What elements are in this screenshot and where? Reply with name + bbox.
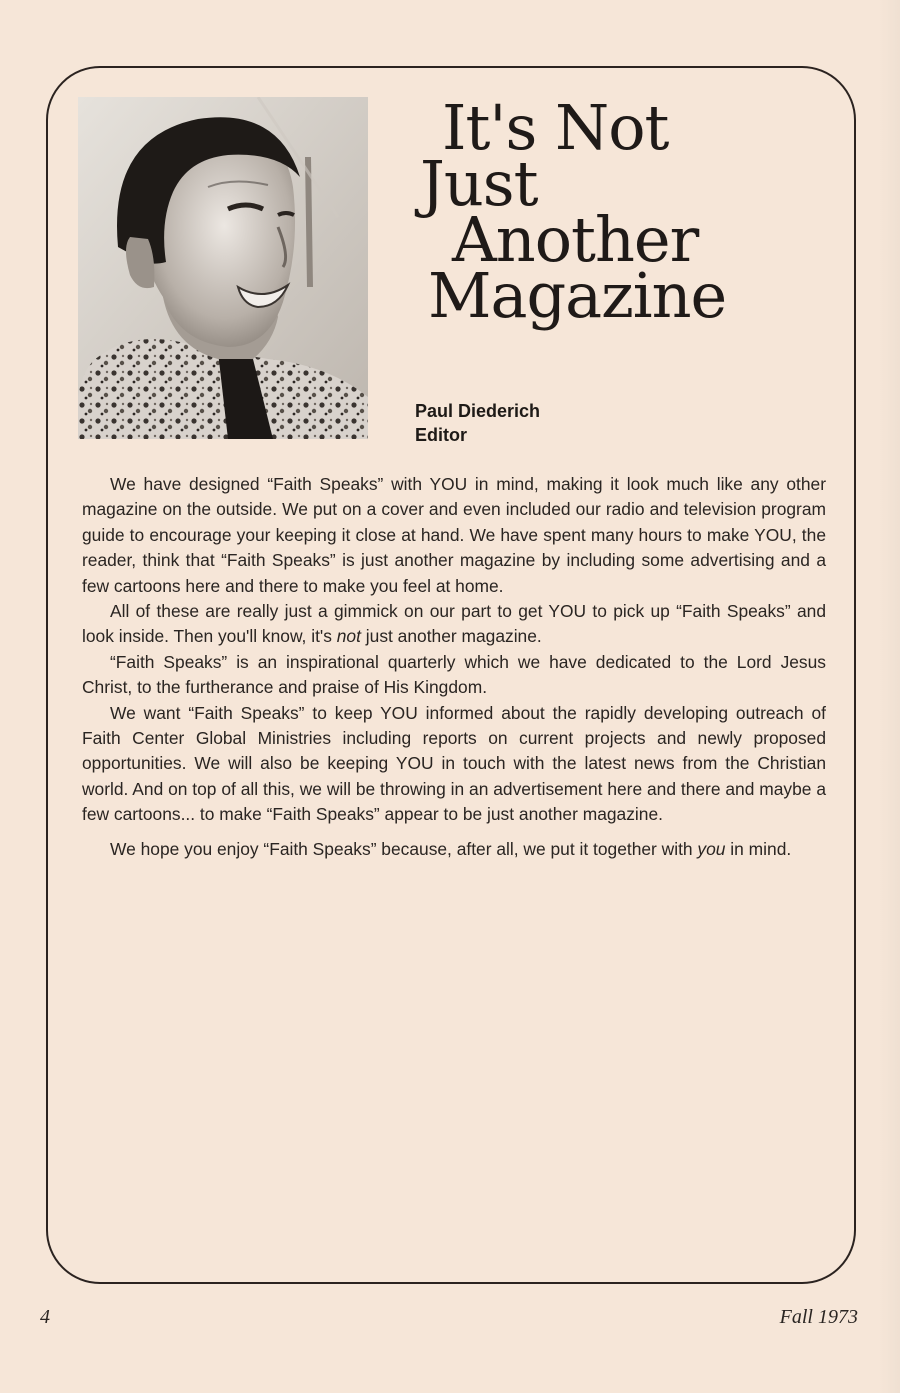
paragraph-text: in mind. bbox=[725, 838, 792, 859]
body-paragraph bbox=[82, 837, 826, 862]
article-body bbox=[82, 472, 826, 862]
title-line-2: Just bbox=[420, 147, 538, 220]
body-paragraph bbox=[82, 650, 826, 701]
body-paragraph bbox=[82, 701, 826, 828]
author-byline bbox=[415, 399, 540, 447]
paragraph-text: “Faith Speaks” is an inspirational quarterly which we have dedicated to the Lord Jesus Christ, to the furtherance and praise of His Kingdom. bbox=[82, 651, 826, 698]
editor-portrait-photo bbox=[78, 97, 368, 439]
paragraph-text: just another magazine. bbox=[360, 626, 542, 647]
paragraph-text: We hope you enjoy “Faith Speaks” because, after all, we put it together with bbox=[110, 838, 698, 859]
paragraph-text: All of these are really just a gimmick on our part to get YOU to pick up “Faith Speaks” and look inside. Then you'll know, it's bbox=[82, 601, 826, 647]
page-edge-shadow bbox=[878, 0, 900, 1393]
article-title bbox=[420, 91, 727, 332]
emphasis-text: not bbox=[336, 626, 361, 647]
emphasis-text: you bbox=[697, 838, 726, 859]
paragraph-text: We have designed “Faith Speaks” with YOU in mind, making it look much like any other magazine on the outside. We put on a cover and even included our radio and television program guide to encourage your keeping it close at hand. We have spent many hours to make YOU, the reader, think that “Faith Speaks” is just another magazine by including some advertising and a few cartoons here and there to make you feel at home. bbox=[82, 474, 826, 596]
page-number: 4 bbox=[40, 1306, 50, 1328]
title-line-3: Another bbox=[452, 203, 699, 276]
paragraph-text: We want “Faith Speaks” to keep YOU informed about the rapidly developing outreach of Faith Center Global Ministries including reports on current projects and newly proposed opportunities. We will also be keeping YOU in touch with the latest news from the Christian world. And on top of all this, we will be throwing in an advertisement here and there and maybe a few cartoons... to make “Faith Speaks” appear to be just another magazine. bbox=[82, 702, 826, 825]
body-paragraph bbox=[82, 472, 826, 599]
title-line-1: It's Not bbox=[442, 91, 669, 164]
title-line-4: Magazine bbox=[428, 259, 727, 332]
issue-date: Fall 1973 bbox=[779, 1306, 858, 1328]
body-paragraph bbox=[82, 599, 826, 650]
author-role: Editor bbox=[415, 425, 467, 445]
author-name: Paul Diederich bbox=[415, 401, 541, 421]
